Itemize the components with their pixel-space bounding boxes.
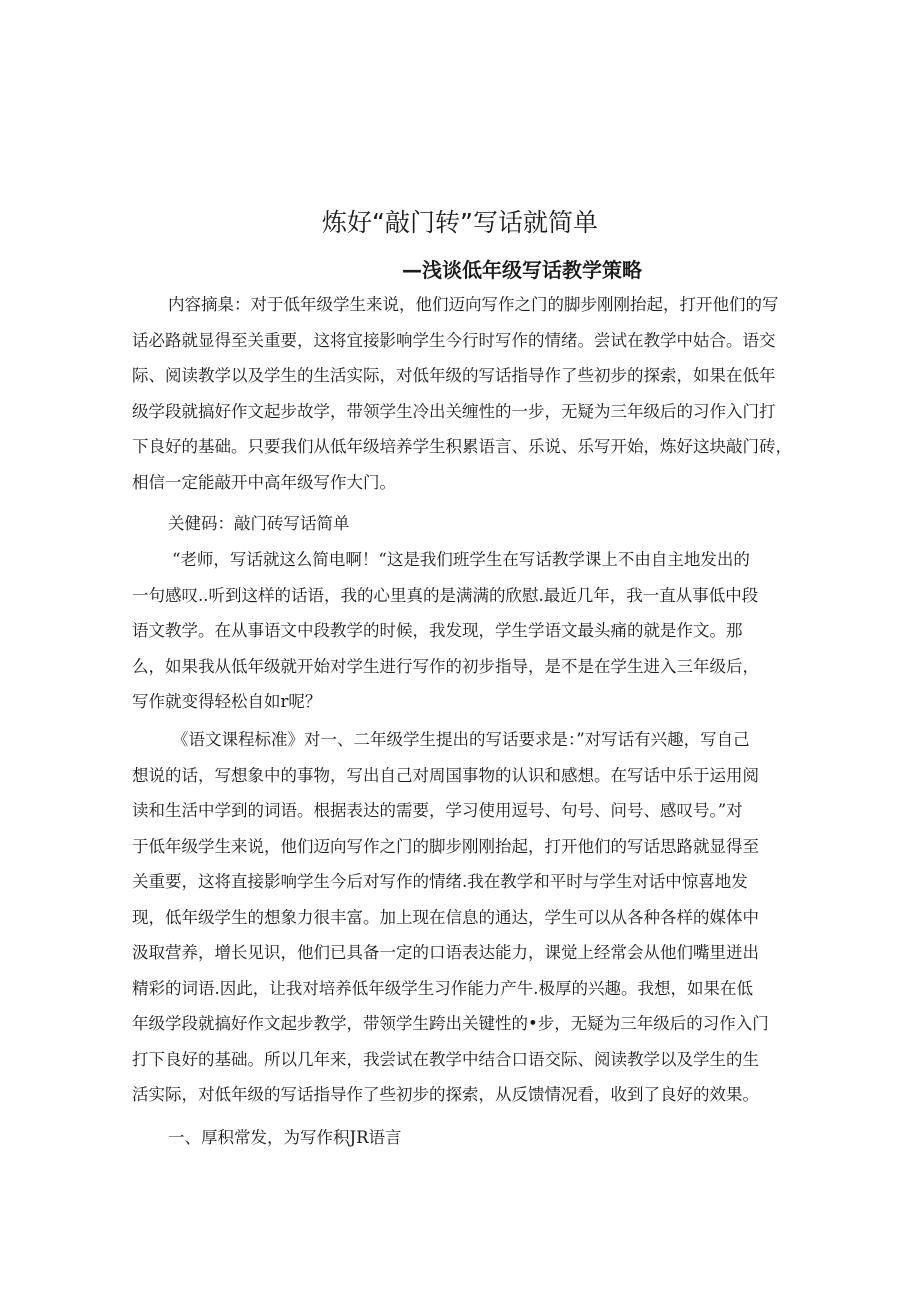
standard-line: 年级学段就搞好作文起步教学，带领学生跨出关键性的•步，无疑为三年级后的习作入门: [132, 1014, 769, 1033]
abstract-line: 下良好的基础。只要我们从低年级培养学生积累语言、乐说、乐写开始，炼好这块敲门砖，: [132, 437, 792, 456]
document-subtitle: —浅谈低年级写话教学策略: [402, 258, 642, 282]
standard-line: 《语文课程标准》对一、二年级学生提出的写话要求是：”对写话有兴趣，写自己: [172, 730, 750, 749]
standard-line: 现，低年级学生的想象力很丰富。加上现在信息的通达，学生可以从各种各样的媒体中: [132, 907, 759, 927]
intro-line: “老师，写话就这么简电啊！“这是我们班学生在写话教学课上不由自主地发出的: [172, 550, 750, 569]
standard-line: 关重要，这将直接影响学生今后对写作的情绪.我在教学和平时与学生对话中惊喜地发: [132, 872, 748, 891]
intro-line: 写作就变得轻松自如r呢？: [132, 692, 322, 711]
section-heading: 一、厚积常发，为写作积JR语言: [168, 1128, 402, 1147]
intro-line: 一句感叹..听到这样的话语，我的心里真的是满满的欣慰.最近几年，我一直从事低中段: [132, 585, 759, 605]
standard-line: 精彩的词语.因此，让我对培养低年级学生习作能力产牛.极厚的兴趣。我想，如果在低: [132, 978, 753, 998]
standard-line: 于低年级学生来说，他们迈向写作之门的脚步刚刚抬起，打开他们的写话思路就显得至: [132, 836, 759, 856]
intro-paragraph: [132, 542, 792, 720]
abstract-line: 话必路就显得至关重要，这将宜接影响学生今行时写作的情绪。尝试在教学中姑合。语交: [132, 330, 776, 350]
document-title: 炼好“敲门转”写话就简单: [322, 208, 598, 237]
intro-line: 语文教学。在从事语文中段教学的时候，我发现，学生学语文最头痛的就是作文。那: [132, 621, 743, 640]
standard-line: 想说的话，写想象中的事物，写出自己对周国事物的认识和感想。在写话中乐于运用阅: [132, 765, 759, 785]
abstract-paragraph: [132, 287, 792, 500]
abstract-line: 际、阅读教学以及学生的生活实际，对低年级的写话指导作了些初步的探索，如果在低年: [132, 366, 776, 385]
keywords-line: 关健码：敲门砖写话简单: [168, 514, 350, 533]
standard-line: 活实际，对低年级的写话指导作了些初步的探索，从反馈情况看，收到了良好的效果。: [132, 1085, 759, 1104]
standard-line: 汲取营养，增长见识，他们已具备一定的口语表达能力，课觉上经常会从他们嘴里迸出: [132, 943, 759, 962]
abstract-line: 内容摘臬：对于低年级学生来说，他们迈向写作之门的脚步刚刚抬起，打开他们的写: [168, 295, 779, 314]
abstract-line: 相信一定能敲开中高年级写作大门。: [132, 472, 396, 492]
standard-line: 读和生活中学到的词语。根据表达的需要，学习使用逗号、句号、问号、感叹号。”对: [132, 801, 743, 820]
standard-line: 打下良好的基础。所以几年来，我尝试在教学中结合口语交际、阅读教学以及学生的生: [132, 1049, 759, 1069]
standard-paragraph: [132, 722, 792, 1113]
intro-line: 么，如果我从低年级就开始对学生进行写作的初步指导，是不是在学生进入三年级后，: [132, 656, 759, 676]
abstract-line: 级学段就搞好作文起步故学，带领学生冷出关缠性的一步，无疑为三年级后的习作入门打: [132, 401, 776, 421]
